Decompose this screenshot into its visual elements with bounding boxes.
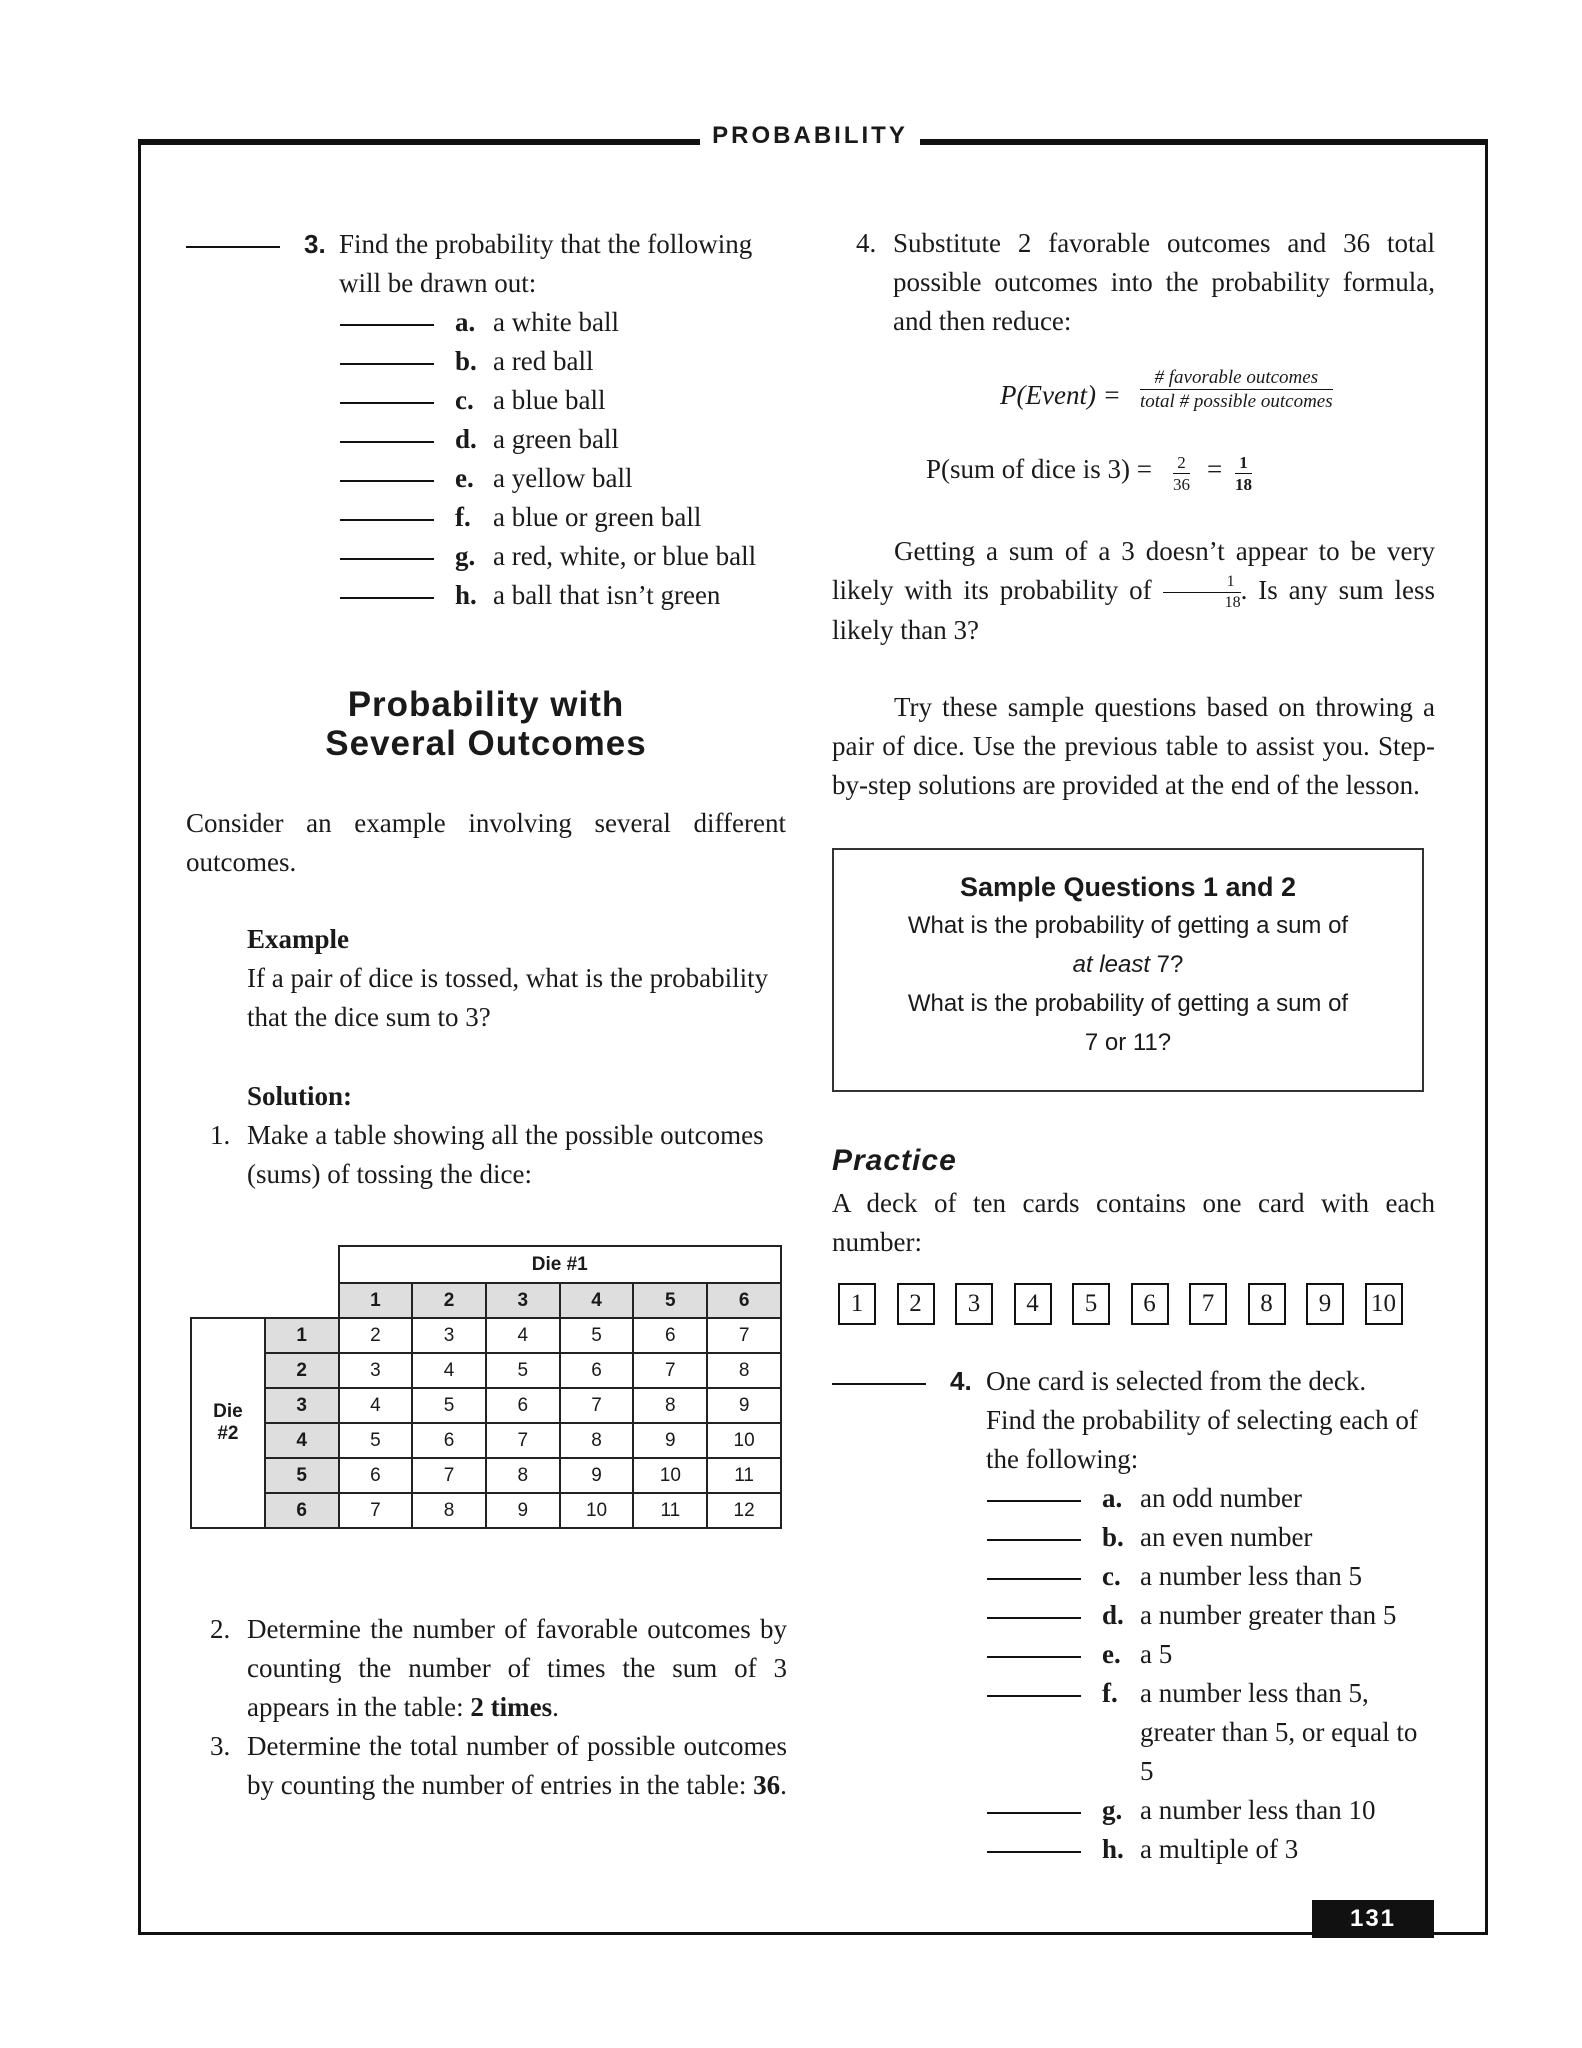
die-1-label: Die #1 xyxy=(339,1246,781,1283)
sum-cell: 5 xyxy=(486,1353,560,1388)
table-corner xyxy=(265,1246,339,1283)
sub-question xyxy=(987,1518,1447,1557)
sum-cell: 6 xyxy=(486,1388,560,1423)
sample-question-rest: 7? xyxy=(1150,951,1184,978)
answer-blank[interactable] xyxy=(987,1812,1081,1814)
formula-fraction xyxy=(1140,368,1333,411)
item-text: a number greater than 5 xyxy=(1140,1600,1397,1630)
sum-cell: 4 xyxy=(339,1388,413,1423)
item-text: a number less than 10 xyxy=(1140,1795,1376,1825)
sub-question xyxy=(987,1557,1447,1596)
die-1-value: 1 xyxy=(339,1283,413,1318)
question-3-items xyxy=(340,303,800,615)
sample-box-title: Sample Questions 1 and 2 xyxy=(959,872,1297,902)
table-corner xyxy=(191,1283,265,1318)
fraction-denominator: total # possible outcomes xyxy=(1140,391,1333,412)
step-2-body: Determine the number of favorable outcomes by counting the number of times the sum of 3 appears in the table: xyxy=(247,1614,787,1722)
sum-cell: 5 xyxy=(412,1388,486,1423)
answer-blank[interactable] xyxy=(340,402,434,404)
section-title xyxy=(296,685,676,763)
example-text: If a pair of dice is tossed, what is the probability that the dice sum to 3? xyxy=(247,963,769,1032)
item-letter: c. xyxy=(1102,1561,1121,1591)
item-text: a yellow ball xyxy=(493,463,633,493)
item-text: a number less than 5, xyxy=(1140,1678,1369,1708)
fraction-denominator: 18 xyxy=(1235,475,1252,494)
sum-cell: 5 xyxy=(339,1423,413,1458)
sum-cell: 8 xyxy=(560,1423,634,1458)
sum-cell: 9 xyxy=(633,1423,707,1458)
question-number: 3. xyxy=(304,229,326,259)
item-letter: e. xyxy=(1102,1639,1121,1669)
answer-blank[interactable] xyxy=(987,1851,1081,1853)
item-letter: h. xyxy=(1102,1834,1124,1864)
fraction-numerator: 1 xyxy=(1235,454,1252,474)
example-label: Example xyxy=(247,924,350,954)
practice-intro: A deck of ten cards contains one card with each number: xyxy=(832,1188,1435,1257)
sum-cell: 10 xyxy=(707,1423,781,1458)
step-number: 4. xyxy=(856,228,877,258)
answer-blank[interactable] xyxy=(832,1383,926,1385)
die-1-value: 3 xyxy=(486,1283,560,1318)
step-3-body: Determine the total number of possible outcomes by counting the number of entries in the table: xyxy=(247,1731,787,1800)
step-1-text: Make a table showing all the possible outcomes (sums) of tossing the dice: xyxy=(247,1120,764,1189)
sub-question xyxy=(340,303,800,342)
die-1-value: 5 xyxy=(633,1283,707,1318)
number-card: 1 xyxy=(838,1283,876,1325)
emphasis: at least xyxy=(1072,951,1150,978)
calc-lhs: P(sum of dice is 3) = xyxy=(926,454,1152,484)
item-letter: h. xyxy=(455,580,477,610)
likelihood-paragraph xyxy=(832,532,1435,650)
answer-blank[interactable] xyxy=(340,480,434,482)
item-letter: e. xyxy=(455,463,474,493)
item-letter: b. xyxy=(1102,1522,1124,1552)
sum-cell: 11 xyxy=(633,1493,707,1528)
answer-blank[interactable] xyxy=(186,246,280,248)
die-2-label-line: Die xyxy=(213,1401,243,1422)
item-text: a ball that isn’t green xyxy=(493,580,721,610)
sub-question xyxy=(987,1479,1447,1518)
sub-question xyxy=(340,459,800,498)
answer-blank[interactable] xyxy=(340,441,434,443)
sub-question xyxy=(987,1791,1447,1830)
question-number: 4. xyxy=(950,1366,972,1396)
sub-question xyxy=(340,420,800,459)
sum-cell: 11 xyxy=(707,1458,781,1493)
item-text: a blue ball xyxy=(493,385,606,415)
number-card: 7 xyxy=(1189,1283,1227,1325)
die-2-value: 3 xyxy=(265,1388,339,1423)
sample-question-line xyxy=(834,945,1422,984)
item-text: a blue or green ball xyxy=(493,502,702,532)
sum-cell: 10 xyxy=(560,1493,634,1528)
sub-question xyxy=(340,381,800,420)
sub-question-continued xyxy=(987,1713,1447,1752)
item-text: an even number xyxy=(1140,1522,1313,1552)
item-text: a red, white, or blue ball xyxy=(493,541,757,571)
sum-cell: 10 xyxy=(633,1458,707,1493)
number-card: 8 xyxy=(1248,1283,1286,1325)
die-2-value: 6 xyxy=(265,1493,339,1528)
sum-cell: 5 xyxy=(560,1318,634,1353)
number-card: 10 xyxy=(1365,1283,1403,1325)
item-letter: a. xyxy=(455,307,476,337)
sub-question xyxy=(987,1674,1447,1713)
paragraph-text: . Is any sum less likely than 3? xyxy=(832,575,1435,646)
answer-blank[interactable] xyxy=(987,1539,1081,1541)
section-title-line: Probability with xyxy=(347,685,625,724)
sub-question xyxy=(987,1830,1447,1869)
calc-fraction xyxy=(1173,454,1190,493)
sub-question xyxy=(987,1596,1447,1635)
number-card: 4 xyxy=(1014,1283,1052,1325)
step-2-answer: 2 times xyxy=(470,1692,553,1722)
calc-fraction xyxy=(1235,454,1252,493)
answer-blank[interactable] xyxy=(987,1500,1081,1502)
step-2-text: Determine the number of favorable outcomes by counting the number of times the sum of 3 appears in the table: 2 times. xyxy=(247,1614,787,1722)
answer-blank[interactable] xyxy=(987,1695,1081,1697)
sum-cell: 8 xyxy=(707,1353,781,1388)
question-stem-line: will be drawn out: xyxy=(339,268,537,298)
header-rule-left xyxy=(138,139,700,145)
item-text: a multiple of 3 xyxy=(1140,1834,1299,1864)
sum-cell: 7 xyxy=(633,1353,707,1388)
answer-blank[interactable] xyxy=(340,324,434,326)
table-corner xyxy=(265,1283,339,1318)
answer-blank[interactable] xyxy=(987,1656,1081,1658)
sum-cell: 8 xyxy=(412,1493,486,1528)
number-card: 2 xyxy=(897,1283,935,1325)
number-card: 5 xyxy=(1072,1283,1110,1325)
die-1-value: 6 xyxy=(707,1283,781,1318)
answer-blank[interactable] xyxy=(340,363,434,365)
fraction-numerator: 1 xyxy=(1163,574,1241,593)
question-stem-line: One card is selected from the deck. xyxy=(986,1366,1367,1396)
inline-fraction xyxy=(1163,574,1241,611)
die-1-value: 4 xyxy=(560,1283,634,1318)
answer-blank[interactable] xyxy=(340,597,434,599)
sum-cell: 7 xyxy=(707,1318,781,1353)
sum-cell: 9 xyxy=(560,1458,634,1493)
sum-cell: 3 xyxy=(339,1353,413,1388)
sub-question xyxy=(987,1635,1447,1674)
step-number: 2. xyxy=(210,1614,231,1644)
intro-paragraph: Consider an example involving several different outcomes. xyxy=(186,808,786,877)
item-letter: f. xyxy=(455,502,471,532)
die-1-value: 2 xyxy=(412,1283,486,1318)
item-text: a white ball xyxy=(493,307,619,337)
paragraph-text: Getting a sum of a 3 doesn’t appear to be very likely with its probability of xyxy=(832,536,1435,605)
die-2-value: 5 xyxy=(265,1458,339,1493)
sum-cell: 12 xyxy=(707,1493,781,1528)
formula-lhs: P(Event) = xyxy=(1000,380,1121,410)
item-text: a red ball xyxy=(493,346,594,376)
die-2-value: 2 xyxy=(265,1353,339,1388)
question-stem-line: Find the probability that the following xyxy=(339,229,753,259)
sub-question xyxy=(340,342,800,381)
sum-cell: 4 xyxy=(412,1353,486,1388)
sample-intro-paragraph: Try these sample questions based on throwing a pair of dice. Use the previous table to assist you. Step-by-step solutions are provided at the end of the lesson. xyxy=(832,692,1435,800)
sum-cell: 7 xyxy=(339,1493,413,1528)
sum-cell: 7 xyxy=(560,1388,634,1423)
item-letter: a. xyxy=(1102,1483,1123,1513)
step-number: 1. xyxy=(210,1120,231,1150)
sample-question-line: What is the probability of getting a sum of xyxy=(907,990,1349,1017)
sum-cell: 7 xyxy=(412,1458,486,1493)
item-text: 5 xyxy=(1140,1756,1154,1786)
sum-cell: 6 xyxy=(339,1458,413,1493)
answer-blank[interactable] xyxy=(987,1617,1081,1619)
item-text: a green ball xyxy=(493,424,619,454)
sum-cell: 6 xyxy=(412,1423,486,1458)
item-text: a 5 xyxy=(1140,1639,1173,1669)
header-rule-right xyxy=(920,139,1485,145)
item-letter: f. xyxy=(1102,1678,1118,1708)
practice-heading: Practice xyxy=(832,1144,957,1177)
item-letter: c. xyxy=(455,385,474,415)
step-3-text: Determine the total number of possible outcomes by counting the number of entries in the table: 36. xyxy=(247,1731,787,1800)
sum-cell: 8 xyxy=(486,1458,560,1493)
sub-question xyxy=(340,576,800,615)
question-stem-line: the following: xyxy=(986,1444,1139,1474)
sum-cell: 2 xyxy=(339,1318,413,1353)
page-number: 131 xyxy=(1312,1900,1434,1938)
die-2-value: 4 xyxy=(265,1423,339,1458)
dice-sum-table xyxy=(190,1245,782,1529)
number-card: 6 xyxy=(1131,1283,1169,1325)
sum-cell: 4 xyxy=(486,1318,560,1353)
die-2-label-line: #2 xyxy=(217,1423,239,1444)
table-corner xyxy=(191,1246,265,1283)
question-stem-line: Find the probability of selecting each of xyxy=(986,1405,1418,1435)
fraction-denominator: 18 xyxy=(1224,594,1241,612)
fraction-denominator: 36 xyxy=(1173,475,1190,494)
item-letter: g. xyxy=(455,541,476,571)
fraction-numerator: # favorable outcomes xyxy=(1140,368,1333,390)
sum-cell: 6 xyxy=(633,1318,707,1353)
item-letter: g. xyxy=(1102,1795,1123,1825)
number-card: 9 xyxy=(1306,1283,1344,1325)
item-letter: d. xyxy=(455,424,477,454)
solution-label: Solution: xyxy=(247,1081,353,1111)
answer-blank[interactable] xyxy=(340,519,434,521)
sample-question-line: 7 or 11? xyxy=(1084,1029,1172,1056)
sub-question xyxy=(340,498,800,537)
item-letter: d. xyxy=(1102,1600,1124,1630)
running-header: PROBABILITY xyxy=(700,120,920,152)
item-letter: b. xyxy=(455,346,477,376)
sample-questions-box xyxy=(832,848,1424,1092)
step-4-text: Substitute 2 favorable outcomes and 36 total possible outcomes into the probability formula, and then reduce: xyxy=(893,228,1435,336)
number-card: 3 xyxy=(955,1283,993,1325)
question-4-items xyxy=(987,1479,1447,1869)
sub-question xyxy=(340,537,800,576)
answer-blank[interactable] xyxy=(340,558,434,560)
sum-cell: 6 xyxy=(560,1353,634,1388)
item-text: an odd number xyxy=(1140,1483,1302,1513)
sub-question-continued xyxy=(987,1752,1447,1791)
calc-equals: = xyxy=(1207,454,1223,484)
item-text: greater than 5, or equal to xyxy=(1140,1717,1418,1747)
sum-cell: 9 xyxy=(707,1388,781,1423)
item-text: a number less than 5 xyxy=(1140,1561,1362,1591)
sum-cell: 7 xyxy=(486,1423,560,1458)
answer-blank[interactable] xyxy=(987,1578,1081,1580)
step-3-answer: 36 xyxy=(753,1770,781,1800)
die-2-label xyxy=(191,1318,265,1528)
die-2-value: 1 xyxy=(265,1318,339,1353)
sum-cell: 3 xyxy=(412,1318,486,1353)
sample-question-line: What is the probability of getting a sum of xyxy=(907,912,1349,939)
section-title-line: Several Outcomes xyxy=(325,724,647,763)
step-number: 3. xyxy=(210,1731,231,1761)
fraction-numerator: 2 xyxy=(1173,454,1190,474)
sum-cell: 8 xyxy=(633,1388,707,1423)
sum-cell: 9 xyxy=(486,1493,560,1528)
